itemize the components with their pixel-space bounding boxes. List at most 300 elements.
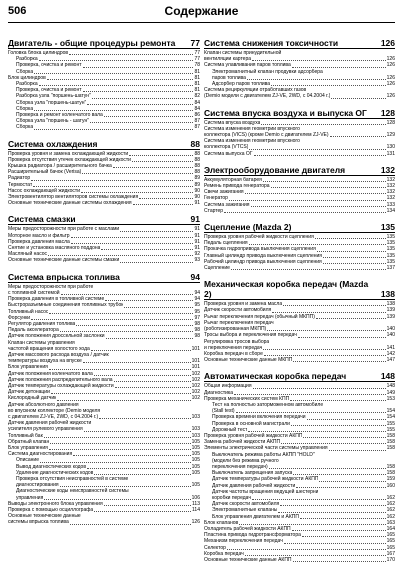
dot-leader (49, 369, 191, 370)
dot-leader (34, 129, 193, 130)
entry-title: Пластина привода гидротрансформатора (204, 532, 301, 539)
toc-entry (204, 93, 395, 99)
section-heading (204, 222, 395, 233)
entry-page: 91 (194, 200, 200, 207)
entry-page: 103 (191, 426, 200, 433)
dot-leader (44, 437, 191, 438)
dot-leader (283, 305, 386, 306)
toc-section (204, 279, 395, 363)
entry-title: Свечи зажигания (204, 189, 244, 196)
section-title: Система впуска воздуха и выпуска ОГ (204, 107, 367, 118)
dot-leader (87, 468, 191, 469)
entry-page: 135 (386, 252, 395, 259)
entry-page: 130 (386, 144, 395, 151)
section-title: Система смазки (8, 214, 76, 225)
toc-section (204, 222, 395, 271)
section-page: 94 (190, 271, 200, 282)
entry-title: Датчик температуры охлаждающей жидкости (8, 382, 114, 389)
toc-entry (204, 208, 395, 214)
entry-title: Основные технические данные системы смазки (8, 257, 120, 264)
entry-title: коллектора (VICS) (кроме Demio с двигателем ZJ-VE) (204, 132, 329, 139)
entry-title: (модели без режима ручного (212, 457, 279, 464)
entry-page: 155 (386, 420, 395, 427)
dot-leader (330, 136, 386, 137)
entry-title: Педаль сцепления (204, 240, 248, 247)
entry-title: Основные технические данные МКПП (204, 357, 293, 364)
page-number: 506 (8, 5, 27, 17)
entry-title: Проверка в основной магистрали (212, 420, 290, 427)
dot-leader (292, 67, 386, 68)
entry-title: Аккумуляторная батарея (204, 176, 262, 183)
dot-leader (263, 181, 386, 182)
entry-title: Электромагнитные клапаны (212, 507, 278, 514)
entry-page: 141 (386, 344, 395, 351)
entry-title: Сборка (16, 124, 34, 131)
entry-title: Дорожный тест (212, 426, 248, 433)
entry-page: 135 (386, 246, 395, 253)
dot-leader (105, 300, 193, 301)
entry-title: Блок цилиндров (8, 74, 46, 81)
entry-title: Диагностика (204, 389, 233, 396)
section-page: 126 (380, 38, 395, 48)
entry-page: 165 (386, 538, 395, 545)
dot-leader (60, 486, 191, 487)
section-heading (204, 108, 395, 119)
entry-title: Обратный клапан (8, 438, 50, 445)
entry-title: Масляный насос (8, 251, 48, 258)
page-header (8, 2, 395, 22)
entry-title: Селектор (204, 544, 226, 551)
entry-page: 102 (191, 395, 200, 402)
dot-leader (60, 331, 194, 332)
dot-leader (245, 193, 386, 194)
entry-page: 139 (386, 307, 395, 314)
dot-leader (227, 549, 386, 550)
section-heading (8, 214, 200, 225)
entry-page: 131 (386, 150, 395, 157)
entry-page: 153 (386, 395, 395, 402)
dot-leader (252, 499, 386, 500)
entry-title: Датчик скорости автомобиля (212, 501, 280, 508)
entry-page: 126 (386, 74, 395, 81)
entry-page: 140 (386, 332, 395, 339)
entry-title: Коробка передач (204, 550, 244, 557)
entry-title: Коробка передач в сборе (204, 350, 263, 357)
dot-leader (239, 524, 385, 525)
entry-page: 91 (194, 245, 200, 252)
entry-title: Вывод диагностических кодов (16, 463, 86, 470)
toc-entry (204, 357, 395, 363)
entry-page: 134 (386, 207, 395, 214)
entry-page: 139 (386, 313, 395, 320)
entry-title: (роботизированная МКПП) (204, 326, 267, 333)
entry-page: 149 (386, 389, 395, 396)
dot-leader (94, 474, 190, 475)
entry-page: 105 (191, 482, 200, 489)
dot-leader (61, 294, 194, 295)
page-title: Содержание (164, 4, 239, 18)
section-heading (8, 38, 200, 49)
dot-leader (99, 418, 190, 419)
entry-title: Моторное масло и фильтр (8, 232, 70, 239)
entry-title: во впускном коллекторе (Demio моделя (8, 407, 101, 414)
section-title: Система впрыска топлива (8, 271, 120, 282)
toc-entry (8, 257, 200, 263)
dot-leader (114, 381, 191, 382)
entry-title: Рабочий цилиндр привода выключения сцепления (204, 258, 322, 265)
dot-leader (124, 307, 193, 308)
section-title: Сцепление (Mazda 2) (204, 222, 292, 233)
dot-leader (94, 375, 191, 376)
entry-page: 132 (386, 176, 395, 183)
entry-page: 81 (194, 81, 200, 88)
entry-page: 170 (386, 557, 395, 563)
dot-leader (271, 85, 386, 86)
dot-leader (71, 237, 194, 238)
entry-title: Замена рабочей жидкости АКПП (204, 439, 281, 446)
dot-leader (48, 255, 193, 256)
dot-leader (316, 318, 386, 319)
entry-page: 160 (386, 482, 395, 489)
entry-page: 165 (386, 544, 395, 551)
entry-title: Ремень привода генератора (204, 183, 270, 190)
dot-leader (49, 313, 193, 314)
dot-leader (81, 192, 193, 193)
entry-page: 77 (194, 56, 200, 63)
dot-leader (329, 450, 386, 451)
entry-page: 128 (386, 119, 395, 126)
entry-title: Система впуска воздуха (204, 119, 261, 126)
dot-leader (47, 79, 194, 80)
entry-page: 89 (194, 175, 200, 182)
entry-title: Меры предосторожности при работе (8, 283, 94, 290)
entry-title: Проверка уровня рабочей жидкости сцепления (204, 234, 314, 241)
dot-leader (331, 98, 385, 99)
entry-page: 88 (194, 163, 200, 170)
entry-title: частотой вращения холостого хода (8, 345, 90, 352)
entry-title: Элементы электрической части системы управления (204, 445, 328, 452)
entry-page: 90 (194, 187, 200, 194)
dot-leader (139, 198, 193, 199)
entry-title: Сцепление (204, 265, 230, 272)
dot-leader (319, 481, 385, 482)
dot-leader (284, 543, 386, 544)
entry-page: 135 (386, 234, 395, 241)
entry-page: 165 (386, 532, 395, 539)
dot-leader (281, 443, 386, 444)
section-page: 88 (190, 138, 200, 149)
entry-title: Основные технические данные (8, 513, 81, 520)
entry-title: Сборка (16, 105, 34, 112)
dot-leader (31, 180, 193, 181)
entry-page: 91 (194, 238, 200, 245)
entry-title: температуры воздуха на впуске (8, 358, 82, 365)
section-page: 128 (380, 107, 395, 118)
toc-entry (8, 124, 200, 130)
entry-page: 105 (191, 457, 200, 464)
dot-leader (83, 362, 191, 363)
toc-left-column (8, 38, 200, 534)
entry-title: Рычаг переключения передач (обычный МКПП) (204, 313, 315, 320)
entry-title: Регулятор давления топлива (8, 320, 76, 327)
entry-title: Радиатор (8, 175, 31, 182)
entry-title: Клапан системы принудительной (204, 50, 282, 56)
entry-title: Проверка уровня рабочей жидкости АКПП (204, 432, 303, 439)
entry-title: (Stall test) (212, 408, 235, 415)
entry-page: 98 (194, 320, 200, 327)
entry-title: Разборка (16, 56, 38, 63)
entry-page: 126 (386, 93, 395, 100)
entry-title: Форсунки (8, 314, 31, 321)
entry-title: Датчик массового расхода воздуха / датчик (8, 351, 109, 358)
entry-title: Топливный насос (8, 308, 49, 315)
section-page: 132 (380, 164, 395, 175)
dot-leader (34, 73, 193, 74)
entry-page: 92 (194, 251, 200, 258)
dot-leader (249, 244, 386, 245)
entry-title: Снятие и установка масляного поддона (8, 245, 101, 252)
entry-title: Стартер (204, 207, 224, 214)
dot-leader (39, 60, 194, 61)
entry-page: 78 (194, 62, 200, 69)
entry-title: Проверка уровня и замена охлаждающей жидкости (8, 150, 129, 157)
dot-leader (101, 249, 193, 250)
dot-leader (236, 412, 386, 413)
entry-title: Удаление диагностических кодов (16, 469, 94, 476)
dot-leader (263, 349, 385, 350)
entry-page: 88 (194, 156, 200, 163)
dot-leader (303, 437, 385, 438)
entry-title: Проверка с помощью осциллографа (8, 507, 94, 513)
toc-entry (8, 519, 200, 525)
toc-entry (204, 557, 395, 563)
dot-leader (57, 400, 190, 401)
entry-title: Проверка механических систем КПП (204, 395, 290, 402)
dot-leader (113, 167, 194, 168)
entry-title: системы впрыска топлива (8, 519, 69, 526)
section-title: Электрооборудование двигателя (204, 164, 346, 175)
entry-title: управления (16, 494, 44, 501)
entry-title: Диагностические коды неисправностей системы (16, 488, 129, 495)
entry-title: Датчик скорости автомобиля (204, 307, 272, 314)
entry-title: паров топлива (212, 74, 246, 81)
dot-leader (252, 60, 386, 61)
dot-leader (249, 149, 385, 150)
entry-title: Датчик давления рабочей жидкости (8, 420, 92, 427)
entry-page: 91 (194, 232, 200, 239)
section-heading (204, 279, 395, 300)
dot-leader (224, 212, 386, 213)
entry-title: (Demio модели с двигателем ZJ-VE, 2WD, с 04.2004 г.) (204, 93, 331, 100)
entry-page: 148 (386, 383, 395, 390)
entry-title: Крышка радиатора / расширительного бачка (8, 163, 112, 170)
toc-section (8, 139, 200, 207)
entry-title: Выключатель запрещения запуска (212, 470, 293, 477)
toc-entry (204, 151, 395, 157)
dot-leader (272, 312, 385, 313)
dot-leader (133, 204, 194, 205)
entry-page: 106 (191, 494, 200, 501)
entry-page: 93 (194, 257, 200, 264)
entry-page: 132 (386, 183, 395, 190)
section-page: 148 (380, 371, 395, 382)
entry-page: 133 (386, 201, 395, 208)
entry-page: 101 (191, 345, 200, 352)
entry-title: диагностирования (16, 482, 59, 489)
dot-leader (323, 257, 386, 258)
dot-leader (50, 443, 190, 444)
entry-title: Проверка, очистка и ремонт (16, 87, 82, 94)
entry-title: Прокачка гидропривода выключения сцепления (204, 246, 316, 253)
entry-page: 94 (194, 296, 200, 303)
entry-page: 114 (192, 507, 200, 513)
entry-page: 126 (386, 81, 395, 88)
entry-title: Датчик положения распределительного вала (8, 376, 113, 383)
entry-title: Блок управления (8, 364, 48, 371)
dot-leader (271, 187, 386, 188)
entry-title: Генератор (204, 195, 228, 202)
entry-title: Сборка узла "поршень-шатун" (16, 99, 87, 106)
toc-right-column (204, 38, 395, 571)
entry-title: Проверка уровня и замена масла (204, 301, 283, 308)
entry-title: Насос охлаждающей жидкости (8, 187, 81, 194)
entry-title: Топливный бак (8, 432, 43, 439)
entry-page: 129 (386, 132, 395, 139)
dot-leader (290, 400, 385, 401)
entry-page: 101 (191, 364, 200, 371)
dot-leader (293, 474, 385, 475)
entry-title: Основные технические данные АКПП (204, 557, 292, 563)
entry-title: Регулировка тросов выбора (204, 338, 270, 345)
toc-section (204, 38, 395, 100)
entry-page: 98 (194, 333, 200, 340)
dot-leader (87, 104, 193, 105)
section-page: 135 (380, 222, 395, 233)
dot-leader (39, 85, 194, 86)
dot-leader (34, 110, 193, 111)
dot-leader (120, 231, 193, 232)
entry-page: 81 (194, 68, 200, 75)
entry-page: 162 (386, 507, 395, 514)
entry-page: 132 (386, 195, 395, 202)
dot-leader (269, 468, 386, 469)
dot-leader (40, 462, 191, 463)
dot-leader (49, 449, 191, 450)
section-title: Система охлаждения (8, 138, 98, 149)
entry-page: 135 (386, 240, 395, 247)
entry-page: 126 (386, 62, 395, 69)
entry-title: Датчик детонации (8, 389, 50, 396)
entry-title: Система зажигания (204, 201, 250, 208)
entry-title: Проверка давления масла (8, 238, 70, 245)
dot-leader (302, 536, 386, 537)
entry-title: Проверка, очистка и ремонт (16, 62, 82, 69)
entry-page: 158 (386, 432, 395, 439)
toc-section (8, 38, 200, 131)
dot-leader (69, 54, 193, 55)
entry-page: 158 (386, 445, 395, 452)
dot-leader (307, 419, 386, 420)
entry-page: 138 (386, 301, 395, 308)
entry-title: с двигателем ZJ-VE, 2WD, с 04.2004 г.) (8, 413, 99, 420)
entry-title: Электровентилятор вентиляторов системы охлаждения (8, 194, 139, 201)
entry-page: 105 (191, 438, 200, 445)
entry-title: Датчик частоты вращения ведущей шестерни (212, 488, 319, 495)
dot-leader (317, 251, 386, 252)
entry-page: 140 (386, 326, 395, 333)
entry-title: Выводы электронного блока управления (8, 500, 103, 507)
entry-title: и переключения передач (204, 344, 263, 351)
dot-leader (229, 200, 386, 201)
entry-page: 97 (194, 314, 200, 321)
dot-leader (291, 425, 386, 426)
dot-leader (315, 238, 386, 239)
entry-page: 84 (194, 105, 200, 112)
dot-leader (71, 243, 194, 244)
dot-leader (261, 124, 385, 125)
entry-title: Сборка (16, 68, 34, 75)
entry-title: Охладитель рабочей жидкости АКПП (204, 525, 291, 532)
section-heading (204, 38, 395, 49)
dot-leader (90, 122, 193, 123)
dot-leader (92, 98, 194, 99)
entry-title: Рычаг переключения передач (204, 319, 274, 326)
dot-leader (104, 116, 194, 117)
entry-page: 158 (386, 439, 395, 446)
entry-page: 135 (386, 258, 395, 265)
dot-leader (73, 455, 190, 456)
dot-leader (296, 487, 385, 488)
section-title: Двигатель - общие процедуры ремонта (8, 38, 176, 48)
entry-title: Адсорбер паров топлива (212, 81, 271, 88)
dot-leader (300, 518, 386, 519)
section-heading (204, 165, 395, 176)
dot-leader (253, 388, 386, 389)
entry-page: 87 (194, 118, 200, 125)
dot-leader (83, 67, 194, 68)
entry-page: 105 (191, 469, 200, 476)
entry-page: 90 (194, 194, 200, 201)
dot-leader (251, 206, 386, 207)
dot-leader (51, 393, 191, 394)
entry-title: Проверка отсутствия неисправностей в системе (16, 475, 129, 482)
entry-title: Проверка и ремонт коленчатого вала (16, 112, 103, 119)
dot-leader (44, 499, 190, 500)
entry-title: Сборка узла "поршень - шатун" (16, 118, 90, 125)
entry-page: 163 (386, 519, 395, 526)
toc-section (204, 371, 395, 563)
entry-title: Датчик положения коленчатого вала (8, 370, 93, 377)
entry-page: 94 (194, 289, 200, 296)
entry-title: Система диагностирования (8, 451, 73, 458)
entry-title: Система улавливания паров топлива (204, 62, 291, 69)
dot-leader (129, 155, 193, 156)
entry-page: 95 (194, 308, 200, 315)
dot-leader (84, 431, 191, 432)
entry-page: 91 (194, 226, 200, 233)
dot-leader (104, 505, 191, 506)
entry-title: Разборка узла "поршень-шатун" (16, 93, 91, 100)
dot-leader (323, 263, 386, 264)
entry-page: 159 (386, 476, 395, 483)
dot-leader (70, 524, 191, 525)
dot-leader (94, 511, 191, 512)
entry-page: 126 (386, 56, 395, 63)
entry-title: Датчик абсолютного давления (8, 401, 79, 408)
toc-entry (204, 265, 395, 271)
dot-leader (31, 319, 193, 320)
entry-page: 164 (386, 525, 395, 532)
